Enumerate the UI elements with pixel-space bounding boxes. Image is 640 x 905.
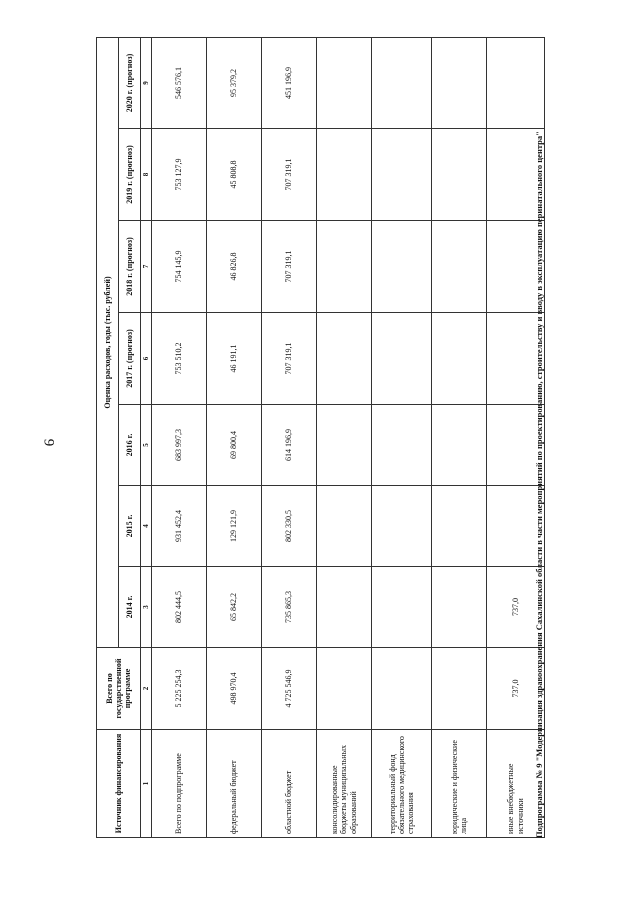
cell-value: 46 191,1: [207, 313, 262, 405]
cell-value: [317, 313, 372, 405]
index-cell: 9: [141, 37, 152, 128]
cell-value: [432, 486, 487, 567]
header-year: 2014 г.: [119, 567, 141, 648]
cell-value: 65 842,2: [207, 567, 262, 648]
cell-value: [317, 648, 372, 730]
row-source: областной бюджет: [262, 730, 317, 838]
cell-value: 498 970,4: [207, 648, 262, 730]
cell-value: 735 865,3: [262, 567, 317, 648]
cell-value: 451 196,9: [262, 37, 317, 128]
cell-value: [372, 221, 432, 313]
cell-value: [317, 567, 372, 648]
cell-value: 46 826,8: [207, 221, 262, 313]
table-row: [317, 37, 372, 837]
table-row: [262, 37, 317, 837]
cell-value: 45 808,8: [207, 129, 262, 221]
table-row: [207, 37, 262, 837]
index-cell: 1: [141, 730, 152, 838]
cell-value: 753 510,2: [152, 313, 207, 405]
cell-value: 129 121,9: [207, 486, 262, 567]
cell-value: [317, 221, 372, 313]
index-cell: 2: [141, 648, 152, 730]
cell-value: 69 800,4: [207, 405, 262, 486]
cell-value: [432, 37, 487, 128]
cell-value: 931 452,4: [152, 486, 207, 567]
cell-value: [372, 486, 432, 567]
subprogram-heading: Подпрограмма № 9 "Модернизация здравоохранения Сахалинской области в части мероприятий по проектированию, строительству и вводу в эксплуатацию перинатального центра": [534, 131, 544, 838]
cell-value: 802 444,5: [152, 567, 207, 648]
cell-value: 5 225 254,3: [152, 648, 207, 730]
table-row: [432, 37, 487, 837]
cell-value: [372, 405, 432, 486]
cell-value: 95 379,2: [207, 37, 262, 128]
index-cell: 8: [141, 129, 152, 221]
cell-value: [432, 313, 487, 405]
row-source: территориальный фонд обязательного медицинского страхования: [372, 730, 432, 838]
cell-value: 707 319,1: [262, 221, 317, 313]
cell-value: [317, 405, 372, 486]
index-cell: 6: [141, 313, 152, 405]
cell-value: [372, 129, 432, 221]
cell-value: [372, 648, 432, 730]
index-cell: 3: [141, 567, 152, 648]
cell-value: 753 127,9: [152, 129, 207, 221]
cell-value: [432, 129, 487, 221]
cell-value: 707 319,1: [262, 313, 317, 405]
index-cell: 4: [141, 486, 152, 567]
row-source: юридические и физические лица: [432, 730, 487, 838]
cell-value: [432, 648, 487, 730]
rotated-content: [96, 38, 544, 838]
header-source: Источник финансирования: [97, 730, 141, 838]
row-source: иные внебюджетные источники: [487, 730, 545, 838]
cell-value: 737,0: [487, 648, 545, 730]
cell-value: [317, 37, 372, 128]
cell-value: [432, 567, 487, 648]
header-year: 2020 г. (прогноз): [119, 37, 141, 128]
cell-value: 4 725 546,9: [262, 648, 317, 730]
cell-value: [317, 129, 372, 221]
cell-value: 614 196,9: [262, 405, 317, 486]
header-year: 2019 г. (прогноз): [119, 129, 141, 221]
cell-value: [372, 313, 432, 405]
index-cell: 5: [141, 405, 152, 486]
index-cell: 7: [141, 221, 152, 313]
cell-value: 683 997,3: [152, 405, 207, 486]
row-source: Всего по подпрограмме: [152, 730, 207, 838]
header-total: Всего по государственной программе: [97, 648, 141, 730]
cell-value: [432, 405, 487, 486]
header-year: 2017 г. (прогноз): [119, 313, 141, 405]
cell-value: [372, 567, 432, 648]
header-estimate-group: Оценка расходов, годы (тыс. рублей): [97, 37, 119, 647]
table-row: [372, 37, 432, 837]
row-source: федеральный бюджет: [207, 730, 262, 838]
cell-value: [432, 221, 487, 313]
cell-value: 546 576,1: [152, 37, 207, 128]
table-row: [152, 37, 207, 837]
cell-value: 707 319,1: [262, 129, 317, 221]
cell-value: 754 145,9: [152, 221, 207, 313]
financing-table: [96, 37, 545, 838]
row-source: консолидированные бюджеты муниципальных образований: [317, 730, 372, 838]
page-number: 9: [40, 438, 57, 447]
header-year: 2018 г. (прогноз): [119, 221, 141, 313]
header-year: 2015 г.: [119, 486, 141, 567]
cell-value: [317, 486, 372, 567]
cell-value: 737,0: [487, 567, 545, 648]
header-year: 2016 г.: [119, 405, 141, 486]
cell-value: [372, 37, 432, 128]
cell-value: 802 330,5: [262, 486, 317, 567]
